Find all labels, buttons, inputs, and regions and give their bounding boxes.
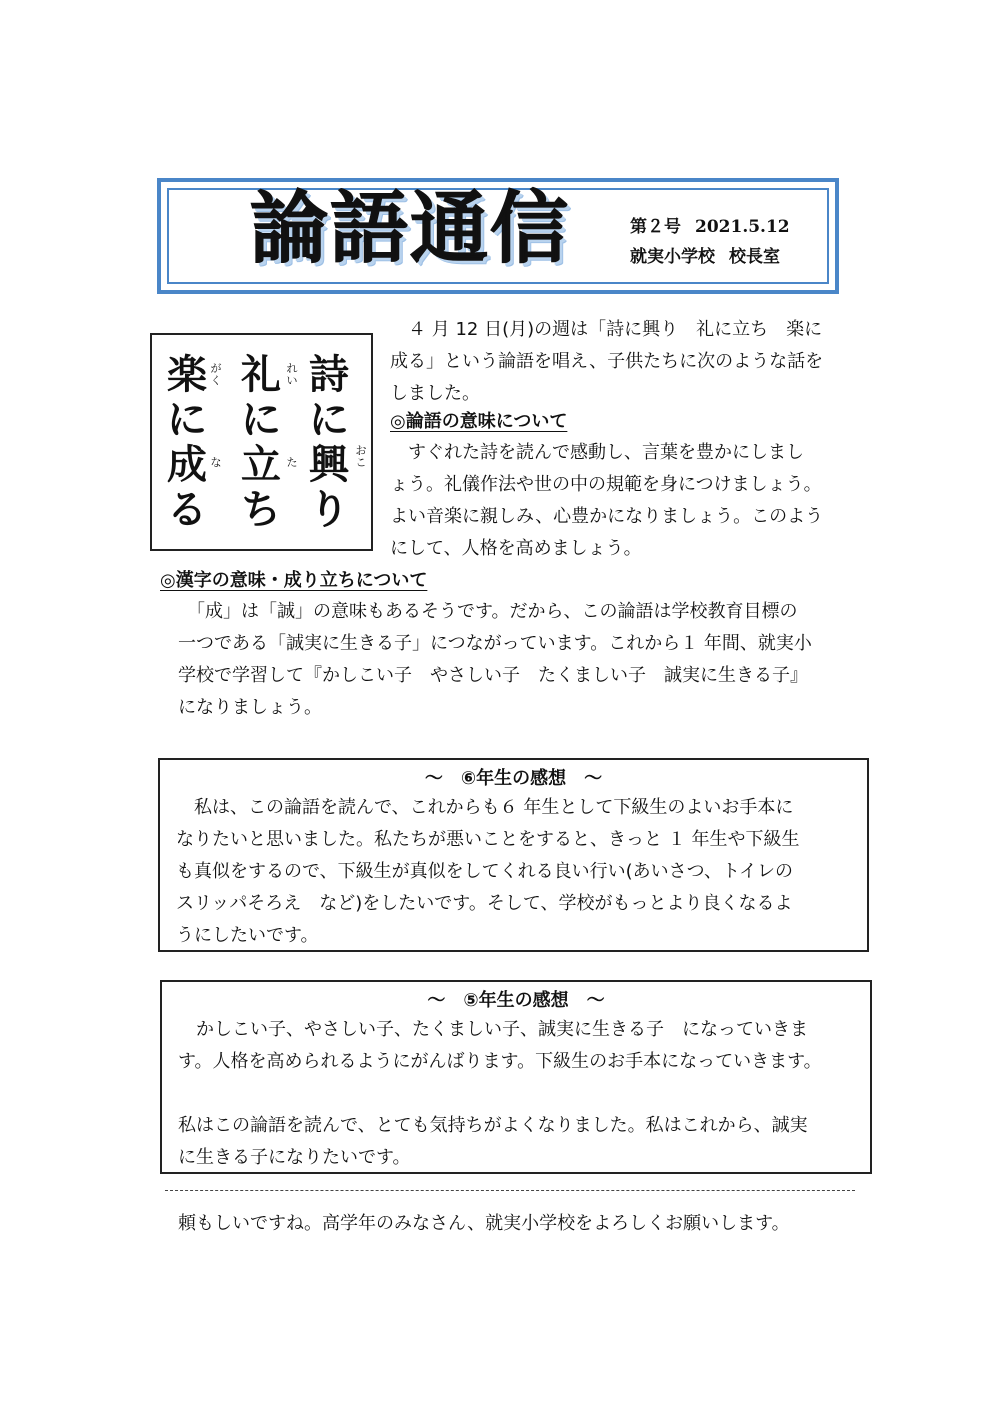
grade6-impression-box [158,758,869,952]
calligraphy-image [150,333,373,551]
tilde-left: ～ [424,768,443,789]
closing-remark: 頼もしいですね。高学年のみなさん、就実小学校をよろしくお願いします。 [178,1213,790,1234]
kanji-heading: ◎漢字の意味・成り立ちについて [160,570,428,591]
text-line: 私はこの論語を読んで、とても気持ちがよくなりました。私はこれから、誠実 [178,1115,808,1136]
calli-char: に [309,396,349,443]
kanji-paragraph [178,596,848,724]
ruby-ta: た [286,456,298,469]
text-line: ４ 月 12 日(月)の週は「詩に興り 礼に立ち 楽に [390,319,823,340]
grade6-impression-title [160,764,867,790]
calli-char: 立 [241,441,281,488]
office-name: 校長室 [729,247,780,267]
calli-char: ち [241,486,281,533]
calligraphy-column-2 [238,353,284,533]
text-line: 私は、この論語を読んで、これからも６ 年生として下級生のよいお手本に [176,797,794,818]
calligraphy-column-3 [164,353,210,533]
text-line: かしこい子、やさしい子、たくましい子、誠実に生きる子 になっていきま [178,1019,808,1040]
issue-date: 2021.5.12 [695,217,790,237]
calli-char: に [241,396,281,443]
dashed-divider [165,1190,855,1191]
calli-char: り [309,486,349,533]
intro-paragraph [390,314,845,410]
text-line: しました。 [390,383,480,404]
calli-char: 興 [309,441,349,488]
grade6-title-text: ⑥年生の感想 [460,768,567,789]
calli-char: に [167,396,207,443]
text-line: に生きる子になりたいです。 [178,1147,411,1168]
ruby-oko: おこ [355,444,367,469]
grade5-impression-text [178,1014,852,1174]
calli-char: 楽 [167,351,207,398]
calli-char: 詩 [309,351,349,398]
text-line: 成る」という論語を唱え、子供たちに次のような話を [390,351,824,372]
text-line: す。人格を高められるようにがんばります。下級生のお手本になっていきます。 [178,1051,822,1072]
text-line: うにしたいです。 [176,925,319,946]
issue-number: 第２号 [630,217,681,237]
text-line: 学校で学習して『かしこい子 やさしい子 たくましい子 誠実に生きる子』 [178,665,808,686]
tilde-right: ～ [584,768,603,789]
issue-info [630,212,804,237]
publisher-info [630,242,794,267]
newsletter-title: 論語通信 [250,184,571,274]
meaning-paragraph [390,437,845,565]
ruby-gaku: がく [210,362,222,387]
text-line: なりたいと思いました。私たちが悪いことをすると、きっと １ 年生や下級生 [176,829,800,850]
text-line: ょう。礼儀作法や世の中の規範を身につけましょう。 [390,474,822,495]
grade5-impression-title [162,986,870,1012]
meaning-heading: ◎論語の意味について [390,411,568,432]
text-line: にして、人格を高めましょう。 [390,538,642,559]
grade5-impression-box [160,980,872,1174]
ruby-rei: れい [286,362,298,387]
school-name: 就実小学校 [630,247,715,267]
calli-char: る [167,486,207,533]
text-line: スリッパそろえ など)をしたいです。そして、学校がもっとより良くなるよ [176,893,793,914]
grade6-impression-text [176,792,849,952]
calli-char: 成 [167,441,207,488]
calligraphy-column-1 [306,353,352,533]
ruby-na: な [210,456,222,469]
paragraph-gap [178,1078,852,1110]
tilde-left: ～ [427,990,446,1011]
calli-char: 礼 [241,351,281,398]
text-line: よい音楽に親しみ、心豊かになりましょう。このよう [390,506,824,527]
text-line: も真似をするので、下級生が真似をしてくれる良い行い(あいさつ、トイレの [176,861,794,882]
tilde-right: ～ [586,990,605,1011]
grade5-title-text: ⑤年生の感想 [463,990,569,1011]
text-line: 「成」は「誠」の意味もあるそうです。だから、この論語は学校教育目標の [178,601,798,622]
text-line: になりましょう。 [178,697,322,718]
text-line: 一つである「誠実に生きる子」につながっています。これから１ 年間、就実小 [178,633,812,654]
text-line: すぐれた詩を読んで感動し、言葉を豊かにしまし [390,442,804,463]
